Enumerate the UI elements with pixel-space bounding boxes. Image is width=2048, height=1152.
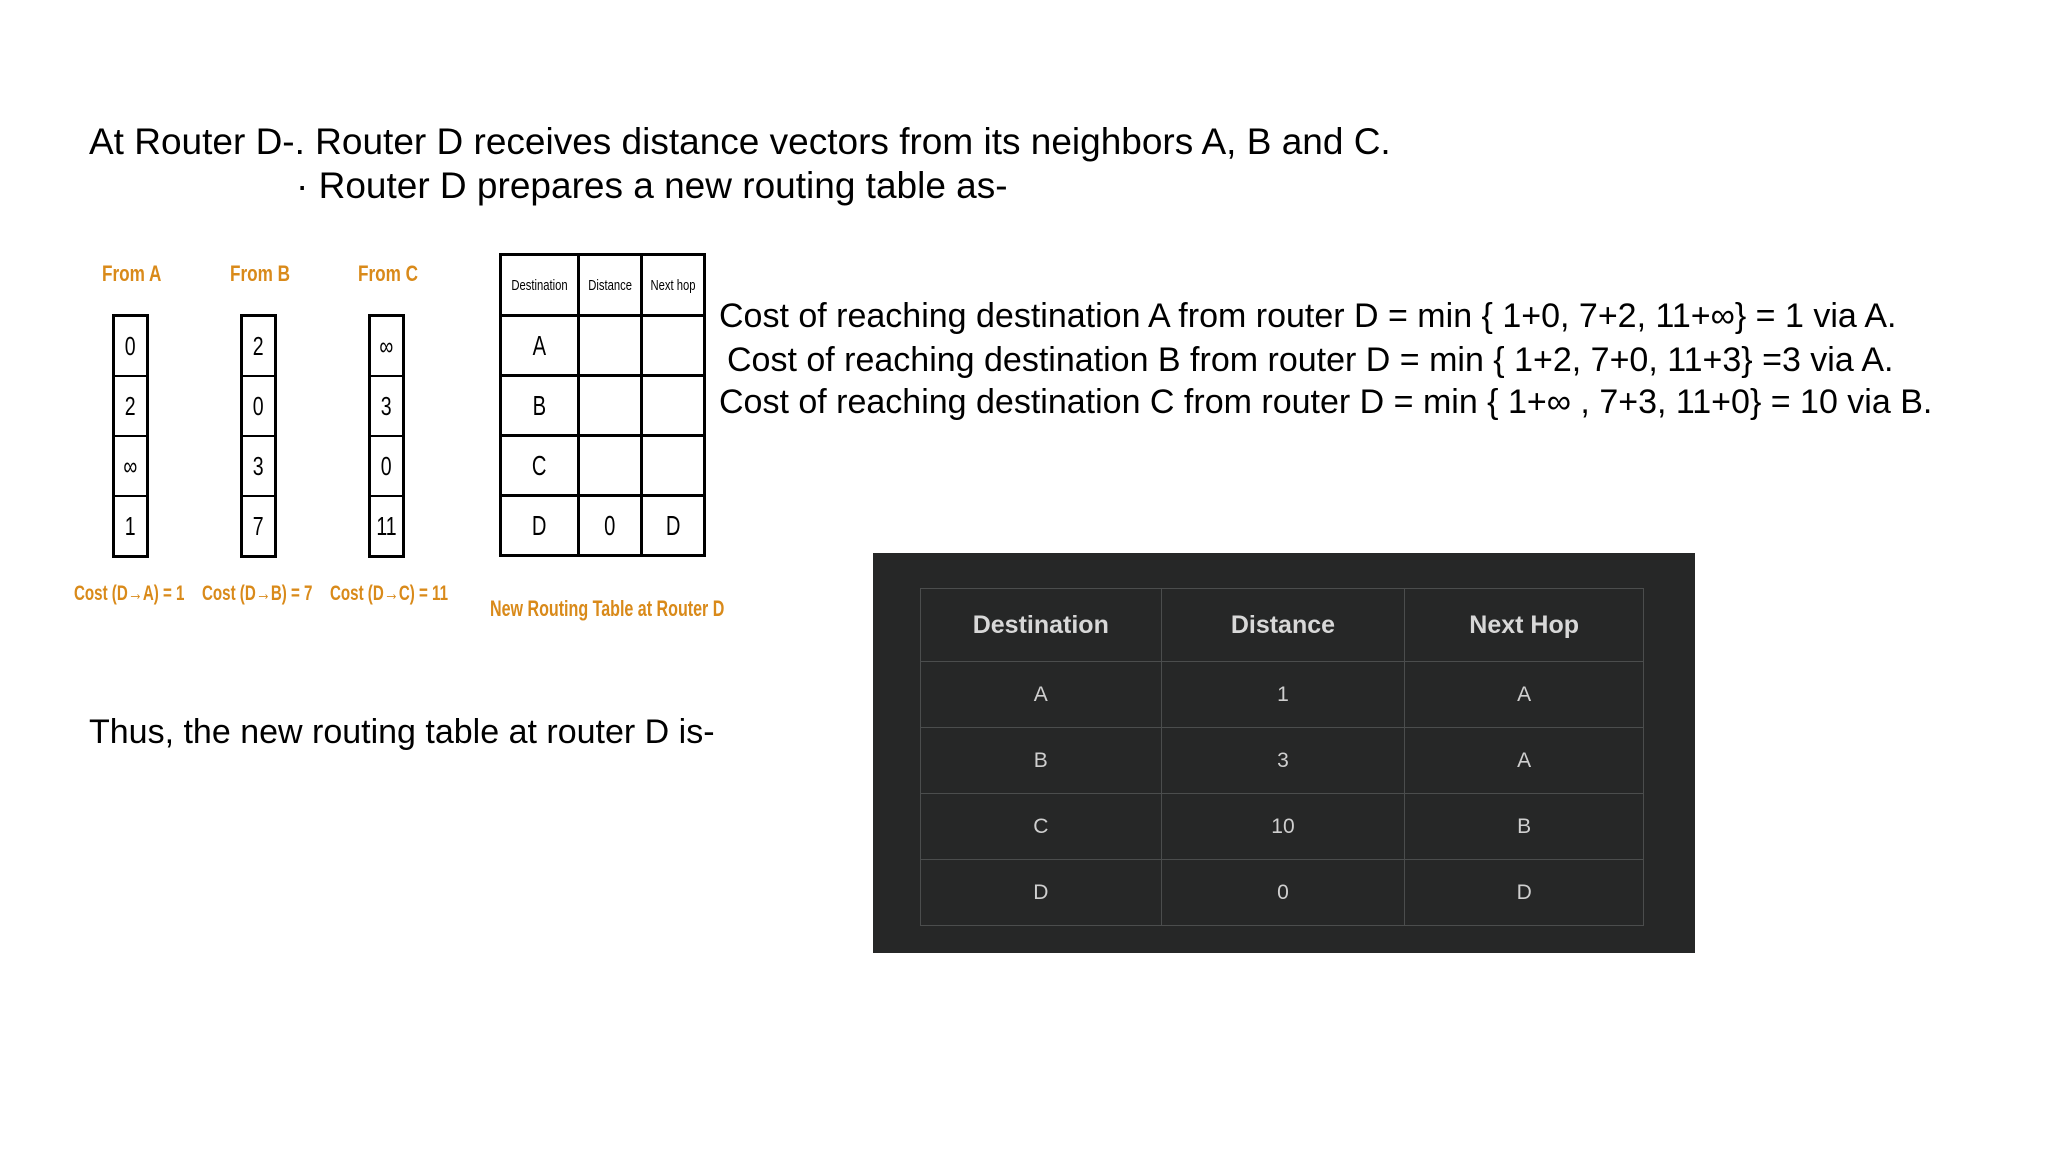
rt-header-destination: Destination [501, 255, 579, 316]
routing-table-caption: New Routing Table at Router D [490, 596, 725, 621]
table-row [921, 662, 1644, 728]
table-cell: 0 [1161, 860, 1405, 926]
table-cell: B [921, 728, 1162, 794]
vector-header-a: From A [102, 261, 162, 286]
vector-a [112, 314, 149, 558]
rt-header-next-hop: Next hop [642, 255, 705, 316]
table-row [921, 860, 1644, 926]
vector-header-c: From C [358, 261, 419, 286]
cost-line-b: Cost of reaching destination B from router D = min { 1+2, 7+0, 11+3} =3 via A. [727, 341, 1894, 379]
table-cell: A [1405, 662, 1644, 728]
vector-cell: 0 [371, 437, 402, 497]
vector-cell: 2 [115, 377, 146, 437]
vector-cell: ∞ [115, 437, 146, 497]
rt-cell [642, 436, 705, 496]
table-cell: A [921, 662, 1162, 728]
rt-header-distance: Distance [579, 255, 642, 316]
table-cell: 10 [1161, 794, 1405, 860]
vector-cell: 2 [243, 317, 274, 377]
vector-cell: 1 [125, 510, 136, 541]
vector-cell: 3 [371, 377, 402, 437]
vector-cell: ∞ [371, 317, 402, 377]
vector-c [368, 314, 405, 558]
table-cell: D [1405, 860, 1644, 926]
vector-cell: 0 [115, 317, 146, 377]
vector-header-b: From B [230, 261, 291, 286]
vector-cell: 7 [253, 510, 264, 541]
rt-cell: 0 [579, 496, 642, 556]
cost-line-c: Cost of reaching destination C from router D = min { 1+∞ , 7+3, 11+0} = 10 via B. [719, 383, 1933, 421]
vector-b [240, 314, 277, 558]
rt-cell [642, 376, 705, 436]
vector-cell: 3 [243, 437, 274, 497]
table-cell: C [921, 794, 1162, 860]
result-header-next-hop: Next Hop [1405, 589, 1644, 662]
new-routing-table-diagram [499, 253, 706, 557]
rt-row [501, 376, 705, 436]
vector-cell: 0 [243, 377, 274, 437]
rt-cell: D [642, 496, 705, 556]
conclusion-text: Thus, the new routing table at router D is- [89, 713, 715, 751]
table-cell: B [1405, 794, 1644, 860]
rt-cell [579, 376, 642, 436]
cost-label-a: Cost (D→A) = 1 [74, 582, 185, 605]
rt-row [501, 436, 705, 496]
table-row [921, 794, 1644, 860]
table-cell: D [921, 860, 1162, 926]
rt-cell [642, 316, 705, 376]
table-row [921, 728, 1644, 794]
cost-label-b: Cost (D→B) = 7 [202, 582, 313, 605]
rt-row [501, 496, 705, 556]
rt-cell: D [501, 496, 579, 556]
rt-cell [579, 436, 642, 496]
rt-cell [579, 316, 642, 376]
result-header-distance: Distance [1161, 589, 1405, 662]
table-cell: A [1405, 728, 1644, 794]
result-header-destination: Destination [921, 589, 1162, 662]
vector-cell: 11 [376, 510, 397, 541]
cost-label-c: Cost (D→C) = 11 [330, 582, 449, 605]
rt-cell: B [501, 376, 579, 436]
result-routing-table [920, 588, 1644, 926]
rt-cell: C [501, 436, 579, 496]
rt-row [501, 316, 705, 376]
table-cell: 3 [1161, 728, 1405, 794]
result-table-panel [873, 553, 1695, 953]
intro-line-1: At Router D-. Router D receives distance vectors from its neighbors A, B and C. [89, 121, 1391, 162]
intro-line-2: · Router D prepares a new routing table as- [296, 165, 1008, 206]
rt-cell: A [501, 316, 579, 376]
table-cell: 1 [1161, 662, 1405, 728]
cost-line-a: Cost of reaching destination A from router D = min { 1+0, 7+2, 11+∞} = 1 via A. [719, 297, 1897, 335]
